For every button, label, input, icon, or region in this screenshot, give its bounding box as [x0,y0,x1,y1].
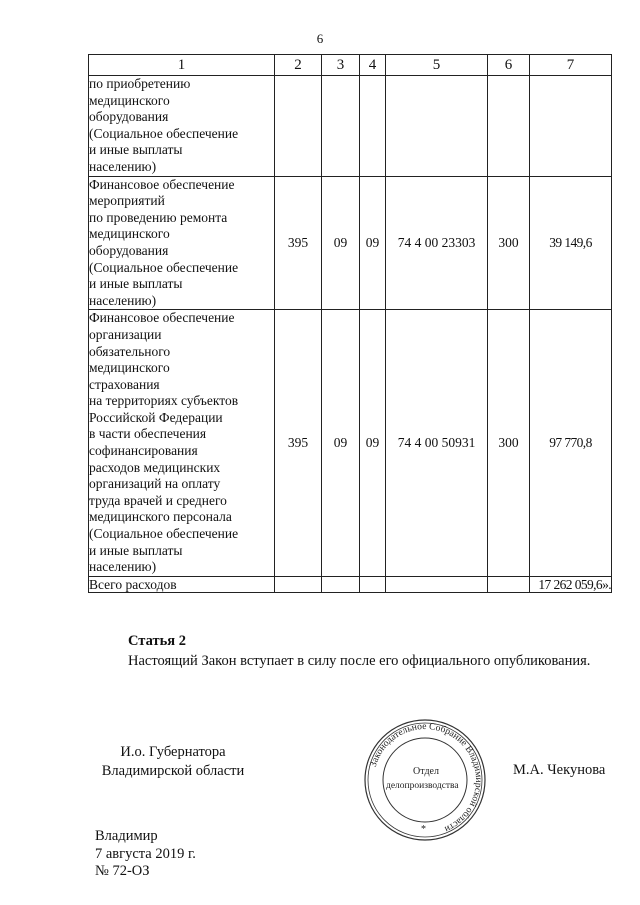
table-header-row [89,55,612,76]
official-stamp [363,718,487,842]
signatory-title [88,743,258,781]
expense-name-line: и иные выплаты [89,542,183,558]
footer-law-number: № 72-ОЗ [95,863,150,879]
subsection-code-cell [360,76,386,177]
footer-date: 7 августа 2019 г. [95,845,196,862]
column-header: 1 [89,55,275,76]
total-label: Всего расходов [89,576,275,592]
expense-name-line: (Социальное обеспечение [89,125,239,141]
expense-name-line: населению) [89,158,157,174]
expense-name-line: и иные выплаты [89,142,183,158]
expense-name-line: по приобретению [89,76,191,91]
section-code-cell [322,76,360,177]
stamp-line-2: делопроизводства [386,781,459,791]
expense-name-line: организаций на оплату [89,476,221,492]
column-header: 2 [275,55,322,76]
expense-name-line: медицинского [89,360,170,376]
ministry-code-cell [275,76,322,177]
empty-cell [322,576,360,592]
footer-city: Владимир [95,828,158,844]
article-text: Настоящий Закон вступает в силу после его официального опубликования. [128,653,591,669]
expense-name-line: Финансовое обеспечение [89,310,235,326]
expense-name-line: на территориях субъектов [89,393,239,409]
target-article-cell: 74 4 00 50931 [386,310,488,577]
ministry-code-cell: 395 [275,176,322,310]
table-row [89,176,612,310]
empty-cell [360,576,386,592]
expense-name-line: по проведению ремонта [89,209,228,225]
expense-type-cell: 300 [488,176,530,310]
stamp-star: * [421,824,426,835]
expense-name-line: населению) [89,559,157,575]
expense-type-cell [488,76,530,177]
empty-cell [488,576,530,592]
amount-cell: 39 149,6 [530,176,612,310]
signatory-title-line: И.о. Губернатора [120,744,226,760]
expense-name-line: мероприятий [89,193,165,209]
amount-cell [530,76,612,177]
empty-cell [275,576,322,592]
total-row [89,576,612,592]
expense-name-line: обязательного [89,343,171,359]
target-article-cell: 74 4 00 23303 [386,176,488,310]
subsection-code-cell: 09 [360,310,386,577]
stamp-line-1: Отдел [413,766,439,777]
table-row [89,76,612,177]
expense-name-line: Финансовое обеспечение [89,176,235,192]
column-header: 4 [360,55,386,76]
section-code-cell: 09 [322,176,360,310]
signatory-name: М.А. Чекунова [513,762,606,778]
expense-name-cell [89,310,275,577]
document-footer [95,828,196,881]
column-header: 7 [530,55,612,76]
expense-name-line: Российской Федерации [89,409,223,425]
budget-table [88,54,612,593]
signatory-title-line: Владимирской области [101,763,245,779]
ministry-code-cell: 395 [275,310,322,577]
expense-name-line: в части обеспечения [89,426,207,442]
expense-name-cell [89,176,275,310]
expense-name-line: софинансирования [89,443,198,459]
empty-cell [386,576,488,592]
expense-name-line: (Социальное обеспечение [89,259,239,275]
expense-name-line: труда врачей и среднего [89,492,227,508]
column-header: 3 [322,55,360,76]
expense-name-line: медицинского [89,92,170,108]
column-header: 6 [488,55,530,76]
expense-name-line: населению) [89,292,157,308]
section-code-cell: 09 [322,310,360,577]
expense-name-line: страхования [89,376,160,392]
expense-name-line: и иные выплаты [89,276,183,292]
expense-name-line: оборудования [89,109,169,125]
table-row [89,310,612,577]
stamp-ring-text: Законодательное Собрание Владимирской области [367,720,485,835]
expense-name-line: оборудования [89,242,169,258]
amount-cell: 97 770,8 [530,310,612,577]
target-article-cell [386,76,488,177]
expense-type-cell: 300 [488,310,530,577]
column-header: 5 [386,55,488,76]
page-number: 6 [316,31,324,46]
expense-name-line: медицинского [89,226,170,242]
subsection-code-cell: 09 [360,176,386,310]
total-amount: 17 262 059,6». [530,576,612,592]
article-title: Статья 2 [128,633,186,649]
expense-name-line: медицинского персонала [89,509,232,525]
expense-name-line: организации [89,326,162,342]
expense-name-cell [89,76,275,177]
expense-name-line: (Социальное обеспечение [89,526,239,542]
expense-name-line: расходов медицинских [89,459,221,475]
